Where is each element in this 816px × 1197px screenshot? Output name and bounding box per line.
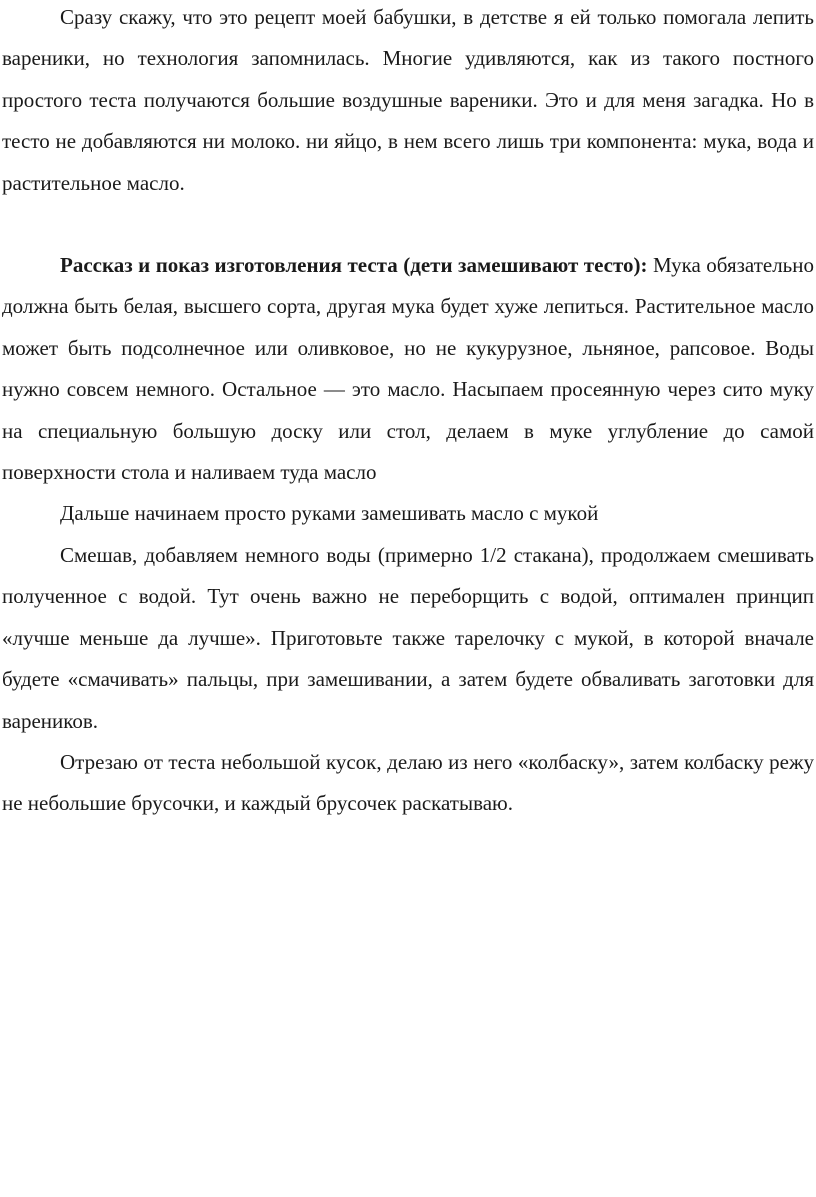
paragraph-grandmother-recipe: Сразу скажу, что это рецепт моей бабушки, в детстве я ей только помогала лепить вареники, но технология запомнилась. Многие удивляются, как из такого постного простого теста получаются большие воздушные вареники. Это и для меня загадка. Но в тесто не добавляются ни молоко. ни яйцо, в нем всего лишь три компонента: мука, вода и растительное масло.: [2, 5, 814, 195]
paragraph-dough-demonstration: [2, 245, 814, 493]
paragraph-cutting-dough: Отрезаю от теста небольшой кусок, делаю из него «колбаску», затем колбаску режу не небольшие брусочки, и каждый брусочек раскатываю.: [2, 749, 814, 816]
paragraph-dough-text: Мука обязательно должна быть белая, высшего сорта, другая мука будет хуже лепиться. Растительное масло может быть подсолнечное или оливковое, но не кукурузное, льняное, рапсовое. Воды нужно совсем немного. Остальное — это масло. Насыпаем просеянную через сито муку на специальную большую доску или стол, делаем в муке углубление до самой поверхности стола и наливаем туда масло: [2, 253, 814, 485]
paragraph-mixing-start: Дальше начинаем просто руками замешивать масло с мукой: [60, 501, 599, 526]
paragraph-adding-water: Смешав, добавляем немного воды (примерно 1/2 стакана), продолжаем смешивать полученное с водой. Тут очень важно не переборщить с водой, оптимален принцип «лучше меньше да лучше». Приготовьте также тарелочку с мукой, в которой вначале будете «смачивать» пальцы, при замешивании, а затем будете обваливать заготовки для вареников.: [2, 542, 814, 733]
paragraph-spacer: [2, 204, 814, 245]
section-heading-dough: Рассказ и показ изготовления теста (дети замешивают тесто):: [60, 253, 648, 278]
